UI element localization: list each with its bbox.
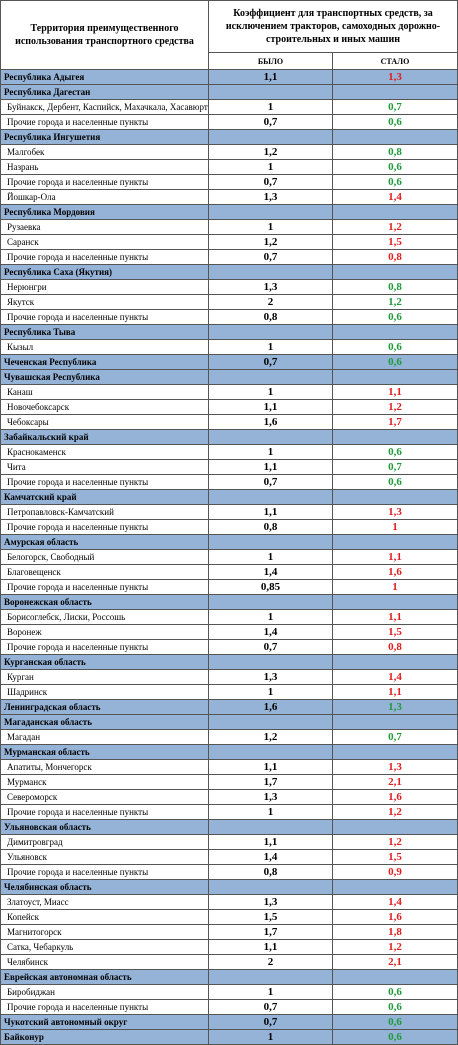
value-became: 0,7 xyxy=(333,730,458,745)
value-became: 0,8 xyxy=(333,280,458,295)
value-became: 0,6 xyxy=(333,355,458,370)
region-row xyxy=(1,880,458,895)
territory-name: Канаш xyxy=(1,385,209,400)
value-was: 0,8 xyxy=(209,520,333,535)
value-became: 1,3 xyxy=(333,760,458,775)
territory-name: Еврейская автономная область xyxy=(1,970,209,985)
value-was: 1,4 xyxy=(209,850,333,865)
value-became: 2,1 xyxy=(333,955,458,970)
value-was: 1,2 xyxy=(209,235,333,250)
region-row xyxy=(1,535,458,550)
territory-name: Республика Саха (Якутия) xyxy=(1,265,209,280)
value-was: 0,7 xyxy=(209,250,333,265)
value-became: 0,6 xyxy=(333,475,458,490)
value-became: 1,3 xyxy=(333,505,458,520)
value-was: 0,8 xyxy=(209,865,333,880)
city-row xyxy=(1,610,458,625)
region-row xyxy=(1,1030,458,1045)
territory-name: Йошкар-Ола xyxy=(1,190,209,205)
city-row xyxy=(1,310,458,325)
territory-name: Новочебоксарск xyxy=(1,400,209,415)
territory-name: Республика Адыгея xyxy=(1,70,209,85)
value-was: 1,6 xyxy=(209,415,333,430)
value-was: 1,3 xyxy=(209,670,333,685)
value-was: 1 xyxy=(209,1030,333,1045)
value-was: 0,7 xyxy=(209,175,333,190)
territory-name: Челябинск xyxy=(1,955,209,970)
value-was: 1,2 xyxy=(209,730,333,745)
territory-name: Прочие города и населенные пункты xyxy=(1,865,209,880)
value-was: 0,7 xyxy=(209,1000,333,1015)
territory-name: Буйнакск, Дербент, Каспийск, Махачкала, Хасавюрт xyxy=(1,100,209,115)
value-was: 1 xyxy=(209,340,333,355)
value-became: 1,4 xyxy=(333,190,458,205)
value-became: 1,6 xyxy=(333,790,458,805)
territory-name: Североморск xyxy=(1,790,209,805)
city-row xyxy=(1,850,458,865)
city-row xyxy=(1,445,458,460)
value-was xyxy=(209,430,333,445)
value-was: 1,4 xyxy=(209,565,333,580)
value-became: 1,7 xyxy=(333,415,458,430)
value-became: 1,8 xyxy=(333,925,458,940)
value-became xyxy=(333,430,458,445)
value-was: 0,7 xyxy=(209,475,333,490)
value-became xyxy=(333,370,458,385)
value-was: 0,85 xyxy=(209,580,333,595)
region-row xyxy=(1,970,458,985)
territory-name: Малгобек xyxy=(1,145,209,160)
value-was: 1,3 xyxy=(209,895,333,910)
region-row xyxy=(1,655,458,670)
value-was: 1 xyxy=(209,160,333,175)
value-was: 0,7 xyxy=(209,115,333,130)
territory-name: Забайкальский край xyxy=(1,430,209,445)
value-was: 1 xyxy=(209,445,333,460)
city-row xyxy=(1,955,458,970)
region-row xyxy=(1,430,458,445)
territory-name: Чукотский автономный округ xyxy=(1,1015,209,1030)
value-became: 1,6 xyxy=(333,910,458,925)
city-row xyxy=(1,340,458,355)
value-became xyxy=(333,325,458,340)
city-row xyxy=(1,385,458,400)
value-became: 1,2 xyxy=(333,295,458,310)
value-was: 0,8 xyxy=(209,310,333,325)
territory-name: Биробиджан xyxy=(1,985,209,1000)
value-became: 1 xyxy=(333,520,458,535)
was-header: БЫЛО xyxy=(209,53,333,70)
value-became: 1,1 xyxy=(333,685,458,700)
value-was xyxy=(209,655,333,670)
value-became: 0,6 xyxy=(333,310,458,325)
value-was xyxy=(209,715,333,730)
region-row xyxy=(1,370,458,385)
territory-name: Златоуст, Миасс xyxy=(1,895,209,910)
city-row xyxy=(1,730,458,745)
region-row xyxy=(1,355,458,370)
value-was: 1 xyxy=(209,385,333,400)
value-became: 0,9 xyxy=(333,865,458,880)
value-was: 2 xyxy=(209,955,333,970)
territory-name: Магнитогорск xyxy=(1,925,209,940)
city-row xyxy=(1,235,458,250)
header-row xyxy=(1,1,458,53)
region-row xyxy=(1,85,458,100)
value-became: 0,6 xyxy=(333,340,458,355)
region-row xyxy=(1,70,458,85)
city-row xyxy=(1,925,458,940)
value-became xyxy=(333,655,458,670)
city-row xyxy=(1,520,458,535)
city-row xyxy=(1,175,458,190)
value-was xyxy=(209,325,333,340)
value-became xyxy=(333,130,458,145)
territory-name: Прочие города и населенные пункты xyxy=(1,250,209,265)
city-row xyxy=(1,790,458,805)
value-was: 1,1 xyxy=(209,505,333,520)
city-row xyxy=(1,250,458,265)
territory-name: Мурманск xyxy=(1,775,209,790)
region-row xyxy=(1,820,458,835)
value-was xyxy=(209,820,333,835)
value-became: 0,6 xyxy=(333,1000,458,1015)
territory-name: Прочие города и населенные пункты xyxy=(1,805,209,820)
region-row xyxy=(1,715,458,730)
territory-name: Курганская область xyxy=(1,655,209,670)
territory-name: Димитровград xyxy=(1,835,209,850)
value-was xyxy=(209,205,333,220)
value-became: 1,4 xyxy=(333,895,458,910)
city-row xyxy=(1,580,458,595)
territory-name: Магадан xyxy=(1,730,209,745)
city-row xyxy=(1,940,458,955)
region-row xyxy=(1,205,458,220)
value-became xyxy=(333,745,458,760)
territory-name: Якутск xyxy=(1,295,209,310)
value-was xyxy=(209,370,333,385)
value-was: 1,1 xyxy=(209,460,333,475)
territory-name: Мурманская область xyxy=(1,745,209,760)
territory-name: Воронежская область xyxy=(1,595,209,610)
territory-name: Прочие города и населенные пункты xyxy=(1,310,209,325)
value-became: 1,1 xyxy=(333,610,458,625)
value-was: 1 xyxy=(209,685,333,700)
city-row xyxy=(1,280,458,295)
territory-name: Республика Дагестан xyxy=(1,85,209,100)
value-became: 2,1 xyxy=(333,775,458,790)
value-became xyxy=(333,880,458,895)
territory-name: Борисоглебск, Лиски, Россошь xyxy=(1,610,209,625)
value-was: 1,1 xyxy=(209,400,333,415)
territory-name: Прочие города и населенные пункты xyxy=(1,175,209,190)
value-became: 0,8 xyxy=(333,145,458,160)
city-row xyxy=(1,415,458,430)
value-became xyxy=(333,595,458,610)
value-was xyxy=(209,265,333,280)
value-was xyxy=(209,970,333,985)
territory-name: Нерюнгри xyxy=(1,280,209,295)
city-row xyxy=(1,100,458,115)
value-became xyxy=(333,490,458,505)
value-was: 1,4 xyxy=(209,625,333,640)
value-was: 1,7 xyxy=(209,925,333,940)
territory-name: Белогорск, Свободный xyxy=(1,550,209,565)
territory-name: Амурская область xyxy=(1,535,209,550)
value-became: 0,7 xyxy=(333,460,458,475)
territory-name: Воронеж xyxy=(1,625,209,640)
value-became xyxy=(333,85,458,100)
territory-name: Чувашская Республика xyxy=(1,370,209,385)
territory-name: Республика Мордовия xyxy=(1,205,209,220)
territory-header: Территория преимущественного использования транспортного средства xyxy=(1,1,209,70)
city-row xyxy=(1,910,458,925)
value-became: 0,8 xyxy=(333,640,458,655)
territory-name: Чебоксары xyxy=(1,415,209,430)
value-became: 1 xyxy=(333,580,458,595)
value-was: 0,7 xyxy=(209,640,333,655)
city-row xyxy=(1,895,458,910)
value-became xyxy=(333,970,458,985)
value-became: 0,6 xyxy=(333,1030,458,1045)
value-was: 1 xyxy=(209,610,333,625)
value-became xyxy=(333,205,458,220)
territory-name: Курган xyxy=(1,670,209,685)
city-row xyxy=(1,775,458,790)
value-became: 1,1 xyxy=(333,385,458,400)
value-became: 1,2 xyxy=(333,940,458,955)
value-became: 1,4 xyxy=(333,670,458,685)
value-was: 1,7 xyxy=(209,775,333,790)
city-row xyxy=(1,115,458,130)
city-row xyxy=(1,835,458,850)
territory-name: Прочие города и населенные пункты xyxy=(1,520,209,535)
value-became: 1,2 xyxy=(333,835,458,850)
value-became: 1,6 xyxy=(333,565,458,580)
territory-name: Краснокаменск xyxy=(1,445,209,460)
value-was: 0,7 xyxy=(209,355,333,370)
territory-name: Копейск xyxy=(1,910,209,925)
city-row xyxy=(1,865,458,880)
became-header: СТАЛО xyxy=(333,53,458,70)
table-body xyxy=(1,70,458,1045)
value-became: 1,1 xyxy=(333,550,458,565)
value-became: 1,2 xyxy=(333,805,458,820)
coefficient-header: Коэффициент для транспортных средств, за исключением тракторов, самоходных дорожно-строительных и иных машин xyxy=(209,1,458,53)
territory-name: Благовещенск xyxy=(1,565,209,580)
territory-name: Чеченская Республика xyxy=(1,355,209,370)
territory-name: Прочие города и населенные пункты xyxy=(1,115,209,130)
city-row xyxy=(1,475,458,490)
value-became: 1,3 xyxy=(333,700,458,715)
value-was: 1,3 xyxy=(209,280,333,295)
value-was: 1 xyxy=(209,100,333,115)
city-row xyxy=(1,565,458,580)
value-was: 1 xyxy=(209,550,333,565)
value-was: 1,1 xyxy=(209,760,333,775)
value-was: 1,1 xyxy=(209,70,333,85)
city-row xyxy=(1,760,458,775)
value-became: 0,8 xyxy=(333,250,458,265)
territory-name: Ульяновск xyxy=(1,850,209,865)
value-became xyxy=(333,820,458,835)
city-row xyxy=(1,505,458,520)
territory-name: Саранск xyxy=(1,235,209,250)
value-was: 1,1 xyxy=(209,835,333,850)
value-became: 1,3 xyxy=(333,70,458,85)
region-row xyxy=(1,325,458,340)
value-was: 1,3 xyxy=(209,190,333,205)
value-became: 0,6 xyxy=(333,1015,458,1030)
city-row xyxy=(1,160,458,175)
city-row xyxy=(1,295,458,310)
territory-name: Прочие города и населенные пункты xyxy=(1,1000,209,1015)
value-became xyxy=(333,715,458,730)
city-row xyxy=(1,145,458,160)
value-became: 0,7 xyxy=(333,100,458,115)
value-became: 0,6 xyxy=(333,445,458,460)
value-was xyxy=(209,745,333,760)
territory-name: Ульяновская область xyxy=(1,820,209,835)
territory-name: Апатиты, Мончегорск xyxy=(1,760,209,775)
region-row xyxy=(1,595,458,610)
value-was: 0,7 xyxy=(209,1015,333,1030)
value-was: 1,1 xyxy=(209,940,333,955)
value-became xyxy=(333,535,458,550)
value-became: 0,6 xyxy=(333,115,458,130)
city-row xyxy=(1,220,458,235)
region-row xyxy=(1,745,458,760)
value-was: 1 xyxy=(209,805,333,820)
territory-name: Прочие города и населенные пункты xyxy=(1,640,209,655)
city-row xyxy=(1,985,458,1000)
value-was: 1,6 xyxy=(209,700,333,715)
territory-name: Шадринск xyxy=(1,685,209,700)
value-became: 1,2 xyxy=(333,220,458,235)
value-became: 0,6 xyxy=(333,985,458,1000)
city-row xyxy=(1,1000,458,1015)
region-row xyxy=(1,130,458,145)
value-was xyxy=(209,490,333,505)
value-was xyxy=(209,595,333,610)
city-row xyxy=(1,460,458,475)
value-was: 1 xyxy=(209,985,333,1000)
city-row xyxy=(1,805,458,820)
value-became: 0,6 xyxy=(333,175,458,190)
value-was xyxy=(209,880,333,895)
territory-name: Прочие города и населенные пункты xyxy=(1,580,209,595)
territory-name: Камчатский край xyxy=(1,490,209,505)
value-became: 0,6 xyxy=(333,160,458,175)
value-was: 1,3 xyxy=(209,790,333,805)
value-became xyxy=(333,265,458,280)
value-was: 1,2 xyxy=(209,145,333,160)
city-row xyxy=(1,550,458,565)
value-was: 2 xyxy=(209,295,333,310)
value-became: 1,5 xyxy=(333,850,458,865)
city-row xyxy=(1,400,458,415)
region-row xyxy=(1,1015,458,1030)
value-was: 1,5 xyxy=(209,910,333,925)
city-row xyxy=(1,625,458,640)
city-row xyxy=(1,190,458,205)
territory-name: Прочие города и населенные пункты xyxy=(1,475,209,490)
territory-name: Республика Ингушетия xyxy=(1,130,209,145)
territory-name: Челябинская область xyxy=(1,880,209,895)
region-row xyxy=(1,490,458,505)
value-was xyxy=(209,535,333,550)
value-became: 1,2 xyxy=(333,400,458,415)
value-became: 1,5 xyxy=(333,625,458,640)
value-was: 1 xyxy=(209,220,333,235)
city-row xyxy=(1,685,458,700)
territory-name: Кызыл xyxy=(1,340,209,355)
territory-name: Байконур xyxy=(1,1030,209,1045)
territory-name: Республика Тыва xyxy=(1,325,209,340)
value-was xyxy=(209,85,333,100)
region-row xyxy=(1,700,458,715)
city-row xyxy=(1,640,458,655)
territory-name: Магаданская область xyxy=(1,715,209,730)
value-became: 1,5 xyxy=(333,235,458,250)
territory-name: Ленинградская область xyxy=(1,700,209,715)
region-row xyxy=(1,265,458,280)
territory-name: Рузаевка xyxy=(1,220,209,235)
city-row xyxy=(1,670,458,685)
territory-name: Петропавловск-Камчатский xyxy=(1,505,209,520)
value-was xyxy=(209,130,333,145)
territory-name: Сатка, Чебаркуль xyxy=(1,940,209,955)
territory-name: Назрань xyxy=(1,160,209,175)
territory-name: Чита xyxy=(1,460,209,475)
